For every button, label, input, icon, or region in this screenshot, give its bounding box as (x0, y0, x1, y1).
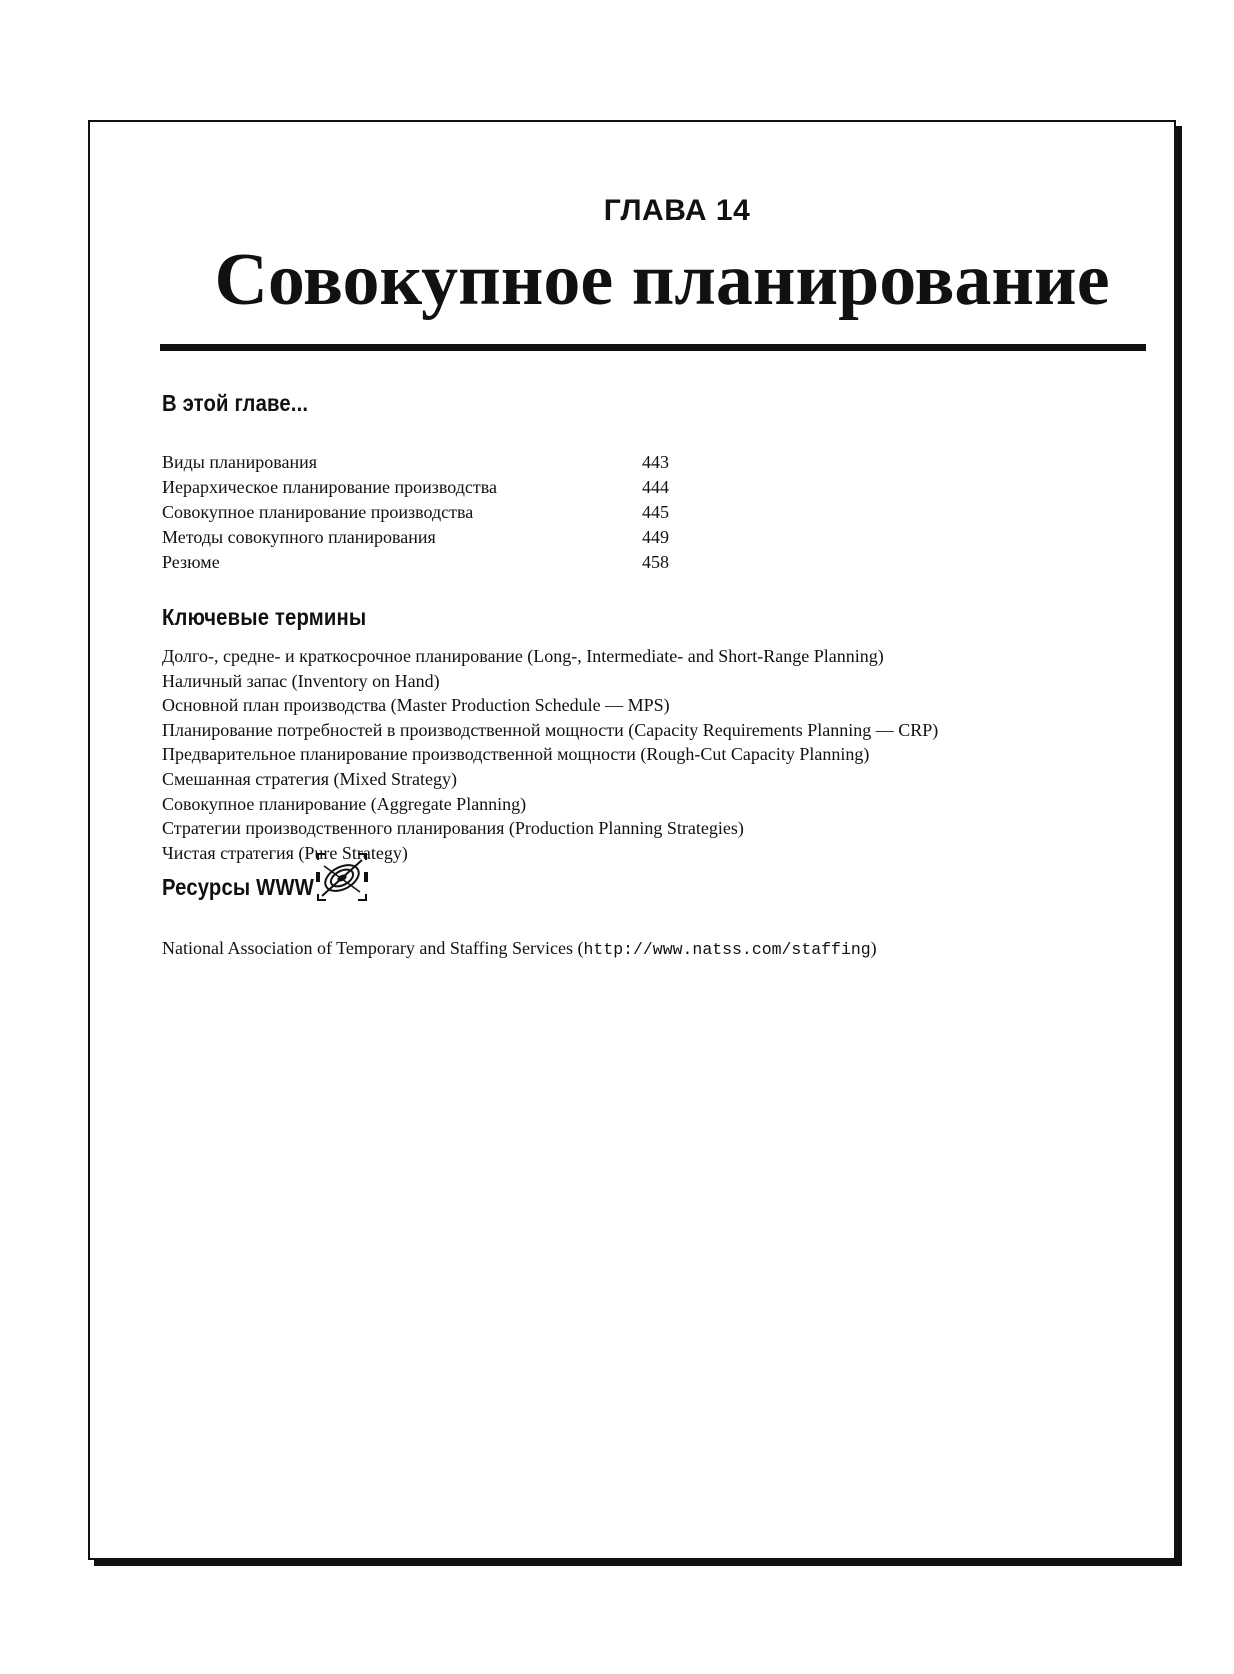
toc-label: Иерархическое планирование производства (162, 477, 498, 497)
toc-page-number: 445 (642, 502, 669, 522)
toc-page-number: 449 (642, 527, 669, 547)
key-terms-heading: Ключевые термины (162, 604, 367, 630)
chapter-title: Совокупное планирование (214, 239, 1110, 321)
web-resources-heading: Ресурсы WWW (162, 874, 315, 900)
chapter-label: ГЛАВА 14 (603, 194, 751, 227)
toc-label: Совокупное планирование производства (162, 502, 474, 522)
key-term: Планирование потребностей в производственной мощности (Capacity Requirements Planning — CRP) (162, 719, 939, 740)
resource-url[interactable]: http://www.natss.com/staffing (583, 940, 871, 959)
chapter-contents (162, 450, 682, 575)
toc-page-number: 458 (642, 552, 669, 572)
toc-page-number: 444 (642, 477, 669, 497)
resource-paren-close: ) (870, 938, 877, 958)
resource-name: National Association of Temporary and Staffing Services (162, 938, 573, 958)
resource-paren-open: ( (577, 938, 584, 958)
toc-row (162, 450, 682, 475)
key-term: Предварительное планирование производственной мощности (Rough-Cut Capacity Planning) (162, 744, 870, 765)
toc-page-number: 443 (642, 452, 669, 472)
in-this-chapter-heading: В этой главе... (162, 390, 309, 416)
toc-row (162, 525, 682, 550)
key-term: Совокупное планирование (Aggregate Planning) (162, 793, 527, 814)
toc-row (162, 475, 682, 500)
toc-label: Виды планирования (162, 452, 318, 472)
key-term: Смешанная стратегия (Mixed Strategy) (162, 768, 457, 789)
title-rule (160, 344, 1146, 351)
toc-row (162, 500, 682, 525)
page (88, 120, 1176, 1560)
key-term: Чистая стратегия (Pure Strategy) (162, 842, 408, 863)
key-term: Стратегии производственного планирования (Production Planning Strategies) (162, 818, 744, 839)
toc-label: Методы совокупного планирования (162, 527, 436, 547)
key-term: Основной план производства (Master Production Schedule — MPS) (162, 695, 670, 716)
web-target-icon (314, 852, 370, 904)
toc-label: Резюме (162, 552, 220, 572)
key-term: Долго-, средне- и краткосрочное планирование (Long-, Intermediate- and Short-Range Planning) (162, 646, 884, 666)
toc-row (162, 550, 682, 575)
web-resource-entry (162, 938, 877, 959)
key-terms-list (162, 644, 938, 865)
key-term: Наличный запас (Inventory on Hand) (162, 670, 440, 691)
